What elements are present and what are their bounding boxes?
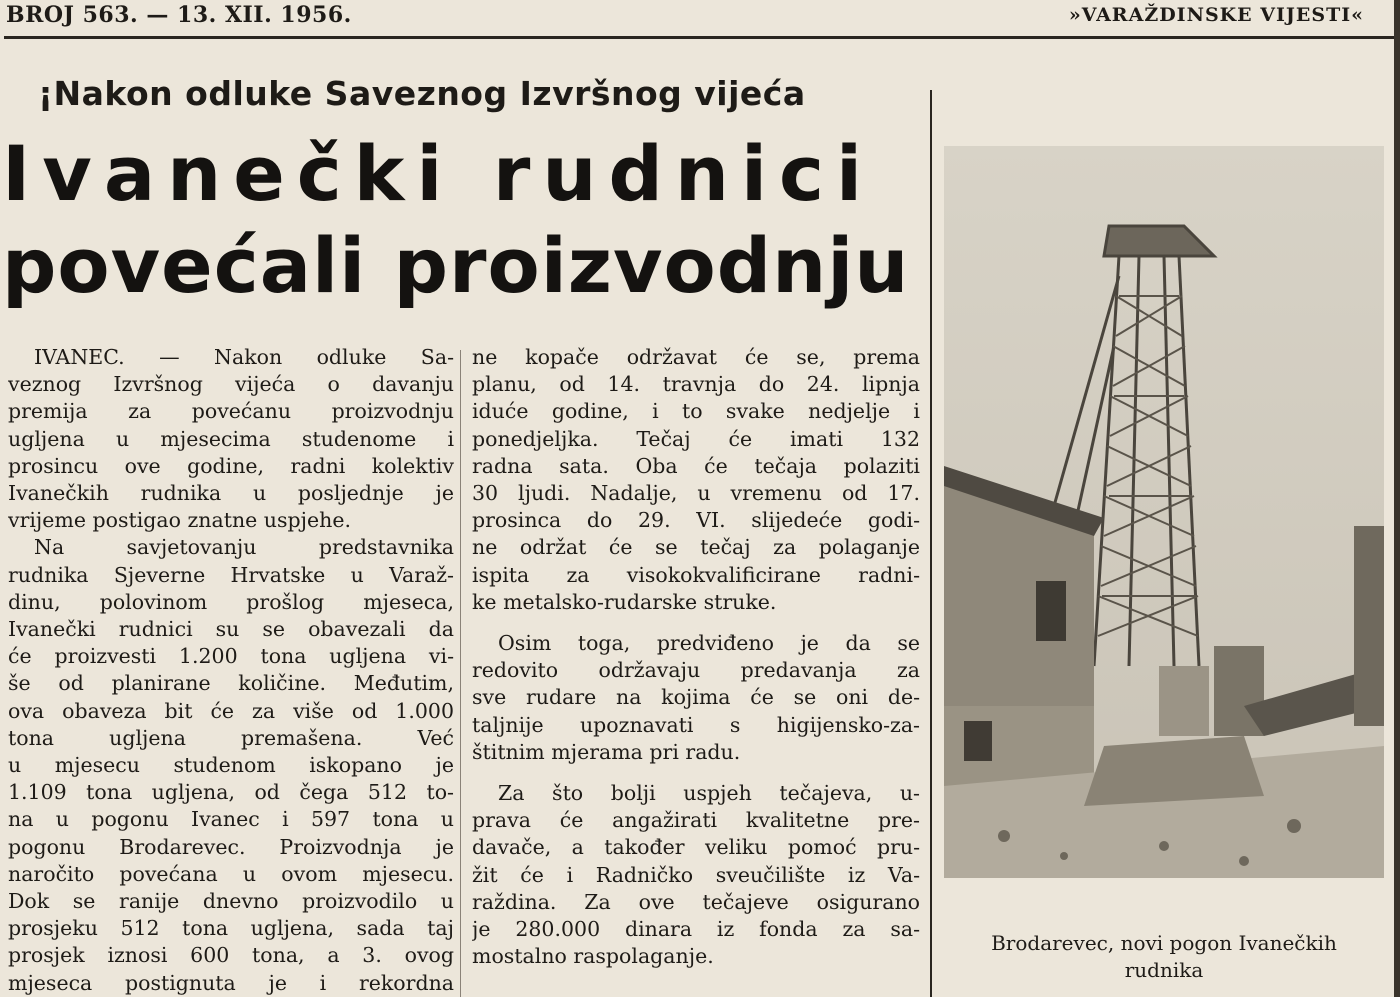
caption-line-2: rudnika <box>1124 958 1204 982</box>
article-text-line: Ivanečki rudnici su se obavezali da <box>8 617 454 642</box>
article-text-line: ke metalsko-rudarske struke. <box>472 589 777 614</box>
article-text-line: raždina. Za ove tečajeve osigurano <box>472 889 920 914</box>
column-rule <box>930 90 932 997</box>
header-rule <box>4 36 1396 39</box>
article-text-line: naročito povećana u ovom mjesecu. <box>8 861 454 886</box>
article-text-line: 30 ljudi. Nadalje, u vremenu od 17. <box>472 481 920 506</box>
article-text-line: mostalno raspolaganje. <box>472 944 714 969</box>
article-text-line: ne održat će se tečaj za polaganje <box>472 535 920 560</box>
page-edge <box>1394 0 1400 997</box>
photo-caption <box>948 930 1380 984</box>
paragraph-gap <box>472 616 920 630</box>
article-text-line: prosinca do 29. VI. slijedeće godi- <box>472 508 920 533</box>
article-text-line: davače, a također veliku pomoć pru- <box>472 835 920 860</box>
article-text-line: pogonu Brodarevec. Proizvodnja je <box>8 834 454 859</box>
article-text-line: ne kopače održavat će se, prema <box>472 345 920 369</box>
article-text-line: sve rudare na kojima će se oni de- <box>472 685 920 710</box>
article-text-line: Na savjetovanju predstavnika <box>34 535 454 560</box>
article-text-line: je 280.000 dinara iz fonda za sa- <box>472 917 920 942</box>
article-text-line: taljnije upoznavati s higijensko-za- <box>472 712 920 737</box>
article-text-line: še od planirane količine. Međutim, <box>8 671 454 696</box>
article-text-line: rudnika Sjeverne Hrvatske u Varaž- <box>8 562 454 587</box>
article-text-line: ugljena u mjesecima studenome i <box>8 426 454 451</box>
article-column-1 <box>8 344 454 997</box>
article-text-line: prosjeku 512 tona ugljena, sada taj <box>8 916 454 941</box>
article-text-line: 1.109 tona ugljena, od čega 512 to- <box>8 780 454 805</box>
article-text-line: ispita za visokokvalificirane radni- <box>472 562 920 587</box>
article-text-line: veznog Izvršnog vijeća o davanju <box>8 372 454 397</box>
article-column-2 <box>472 344 920 970</box>
caption-line-1: Brodarevec, novi pogon Ivanečkih <box>991 931 1337 955</box>
article-text-line: prava će angažirati kvalitetne pre- <box>472 808 920 833</box>
article-text-line: dinu, polovinom prošlog mjeseca, <box>8 589 454 614</box>
article-text-line: Osim toga, predviđeno je da se <box>498 631 920 656</box>
article-text-line: mjeseca postignuta je i rekordna <box>8 970 454 995</box>
article-text-line: iduće godine, i to svake nedjelje i <box>472 399 920 424</box>
article-text-line: žit će i Radničko sveučilište iz Va- <box>472 862 920 887</box>
article-text-line: prosincu ove godine, radni kolektiv <box>8 453 454 478</box>
article-text-line: Za što bolji uspjeh tečajeva, u- <box>498 781 920 806</box>
article-text-line: planu, od 14. travnja do 24. lipnja <box>472 372 920 397</box>
newspaper-name: »VARAŽDINSKE VIJESTI« <box>1068 4 1364 26</box>
article-text-line: Ivanečkih rudnika u posljednje je <box>8 481 454 506</box>
photo-illustration <box>944 146 1384 878</box>
article-text-line: premija za povećanu proizvodnju <box>8 399 454 424</box>
article-text-line: redovito održavaju predavanja za <box>472 658 920 683</box>
article-kicker: ¡Nakon odluke Saveznog Izvršnog vijeća <box>38 74 806 113</box>
mine-headframe-photo <box>944 146 1384 878</box>
article-text-line: IVANEC. — Nakon odluke Sa- <box>34 345 454 369</box>
article-text-line: ponedjeljka. Tečaj će imati 132 <box>472 426 920 451</box>
paragraph-gap <box>472 766 920 780</box>
article-headline <box>2 128 910 312</box>
page-header <box>0 0 1400 44</box>
article-text-line: Dok se ranije dnevno proizvodilo u <box>8 889 454 914</box>
article-text-line: prosjek iznosi 600 tona, a 3. ovog <box>8 943 454 968</box>
article-text-line: u mjesecu studenom iskopano je <box>8 753 454 778</box>
article-text-line: radna sata. Oba će tečaja polaziti <box>472 453 920 478</box>
article-text-line: ova obaveza bit će za više od 1.000 <box>8 698 454 723</box>
article-text-line: štitnim mjerama pri radu. <box>472 739 741 764</box>
article-text-line: vrijeme postigao znatne uspjehe. <box>8 508 351 533</box>
column-gutter-rule <box>460 350 461 997</box>
headline-line-1: Ivanečki rudnici <box>2 129 875 218</box>
issue-number-date: BROJ 563. — 13. XII. 1956. <box>6 2 352 28</box>
article-text-line: na u pogonu Ivanec i 597 tona u <box>8 807 454 832</box>
article-text-line: će proizvesti 1.200 tona ugljena vi- <box>8 644 454 669</box>
article-text-line: tona ugljena premašena. Već <box>8 725 454 750</box>
headline-line-2: povećali proizvodnju <box>2 221 910 310</box>
